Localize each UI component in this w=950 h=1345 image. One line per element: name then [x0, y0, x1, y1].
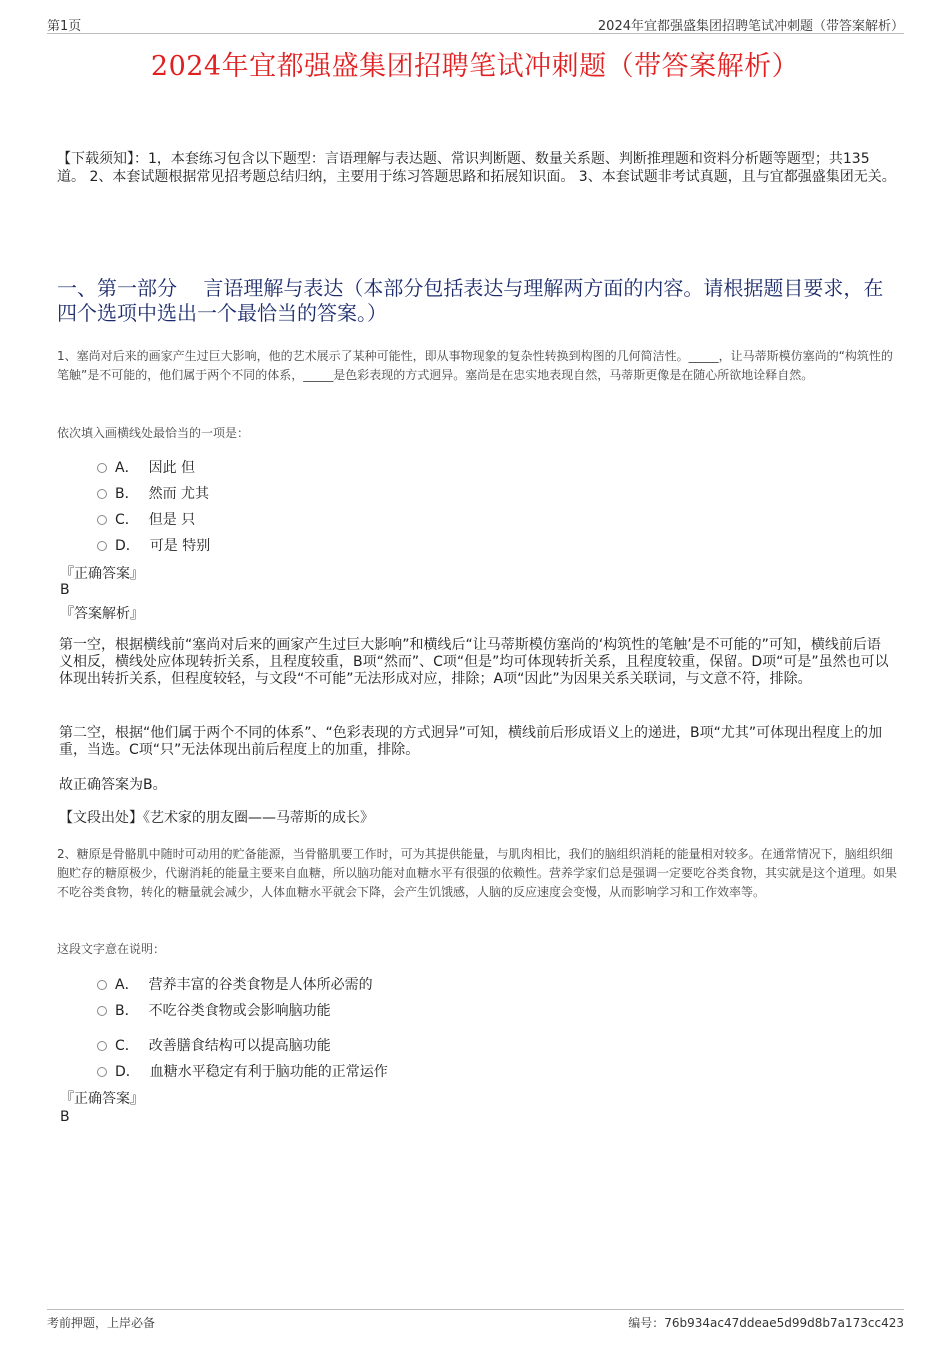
footer-serial: 编号：76b934ac47ddeae5d99d8b7a173cc423	[628, 1316, 904, 1330]
footer-slogan: 考前押题，上岸必备	[47, 1316, 156, 1330]
question-2-option-a[interactable]: A． 营养丰富的谷类食物是人体所必需的	[97, 974, 373, 994]
page-number: 第1页	[47, 19, 82, 34]
question-1-analysis-para-1: 第一空，根据横线前“塞尚对后来的画家产生过巨大影响”和横线后“让马蒂斯模仿塞尚的‘构筑性的笔触’是不可能的”可知，横线前后语义相反，横线处应体现转折关系，且程度较重，B项“然而”、C项“但是”均可体现转折关系，且程度较重，保留。D项“可是”虽然也可以体现出转折关系，但程度较轻，与文段“不可能”无法形成对应，排除；A项“因此”为因果关系关联词，与文意不符，排除。	[59, 637, 889, 687]
question-2-prompt: 这段文字意在说明：	[57, 942, 166, 956]
question-1-option-b[interactable]: B． 然而 尤其	[97, 483, 209, 503]
radio-icon[interactable]	[97, 1006, 107, 1016]
radio-icon[interactable]	[97, 489, 107, 499]
question-2-answer: B	[60, 1109, 70, 1125]
footer-divider	[47, 1309, 904, 1310]
document-title: 2024年宜都强盛集团招聘笔试冲刺题（带答案解析）	[150, 51, 800, 82]
page-header	[47, 13, 904, 34]
question-1-answer-label: 『正确答案』	[60, 566, 144, 582]
section-heading: 一、第一部分 言语理解与表达（本部分包括表达与理解两方面的内容。请根据题目要求，在四个选项中选出一个最恰当的答案。）	[57, 276, 884, 325]
question-2-option-d[interactable]: D． 血糖水平稳定有利于脑功能的正常运作	[97, 1061, 388, 1081]
radio-icon[interactable]	[97, 1067, 107, 1077]
radio-icon[interactable]	[97, 463, 107, 473]
question-1-option-a[interactable]: A． 因此 但	[97, 457, 195, 477]
question-1-source: 【文段出处】《艺术家的朋友圈——马蒂斯的成长》	[59, 810, 374, 826]
question-1-analysis-para-2: 第二空，根据“他们属于两个不同的体系”、“色彩表现的方式迥异”可知，横线前后形成语义上的递进，B项“尤其”可体现出程度上的加重，当选。C项“只”无法体现出前后程度上的加重，排除。	[59, 725, 883, 758]
header-doc-title: 2024年宜都强盛集团招聘笔试冲刺题（带答案解析）	[597, 19, 904, 34]
question-1-analysis-conclusion: 故正确答案为B。	[59, 777, 167, 793]
question-1-option-d[interactable]: D． 可是 特别	[97, 535, 210, 555]
question-1-analysis-label: 『答案解析』	[60, 606, 144, 622]
download-notice: 【下载须知】：1，本套练习包含以下题型：言语理解与表达题、常识判断题、数量关系题、判断推理题和资料分析题等题型；共135道。 2、本套试题根据常见招考题总结归纳，主要用于练习答题思路和拓展知识面。 3、本套试题非考试真题，且与宜都强盛集团无关。	[57, 151, 896, 185]
question-2-text: 2、糖原是骨骼肌中随时可动用的贮备能源，当骨骼肌要工作时，可为其提供能量，与肌肉相比，我们的脑组织消耗的能量相对较多。在通常情况下，脑组织细胞贮存的糖原极少，代谢消耗的能量主要来自血糖，所以脑功能对血糖水平有很强的依赖性。营养学家们总是强调一定要吃谷类食物，其实就是这个道理。如果不吃谷类食物，转化的糖量就会减少，人体血糖水平就会下降，会产生饥饿感，人脑的反应速度会变慢，从而影响学习和工作效率等。	[57, 847, 898, 899]
radio-icon[interactable]	[97, 980, 107, 990]
question-1-prompt: 依次填入画横线处最恰当的一项是：	[57, 426, 250, 440]
question-2-answer-label: 『正确答案』	[60, 1091, 144, 1107]
question-1-answer: B	[60, 582, 70, 598]
question-2-option-c[interactable]: C． 改善膳食结构可以提高脑功能	[97, 1035, 331, 1055]
radio-icon[interactable]	[97, 515, 107, 525]
question-1-option-c[interactable]: C． 但是 只	[97, 509, 195, 529]
radio-icon[interactable]	[97, 1041, 107, 1051]
radio-icon[interactable]	[97, 541, 107, 551]
question-2-option-b[interactable]: B． 不吃谷类食物或会影响脑功能	[97, 1000, 331, 1020]
question-1-text: 1、塞尚对后来的画家产生过巨大影响，他的艺术展示了某种可能性，即从事物现象的复杂性转换到构图的几何简洁性。_____，让马蒂斯模仿塞尚的“构筑性的笔触”是不可能的，他们属于两个不同的体系，_____是色彩表现的方式迥异。塞尚是在忠实地表现自然，马蒂斯更像是在随心所欲地诠释自然。	[57, 349, 893, 382]
